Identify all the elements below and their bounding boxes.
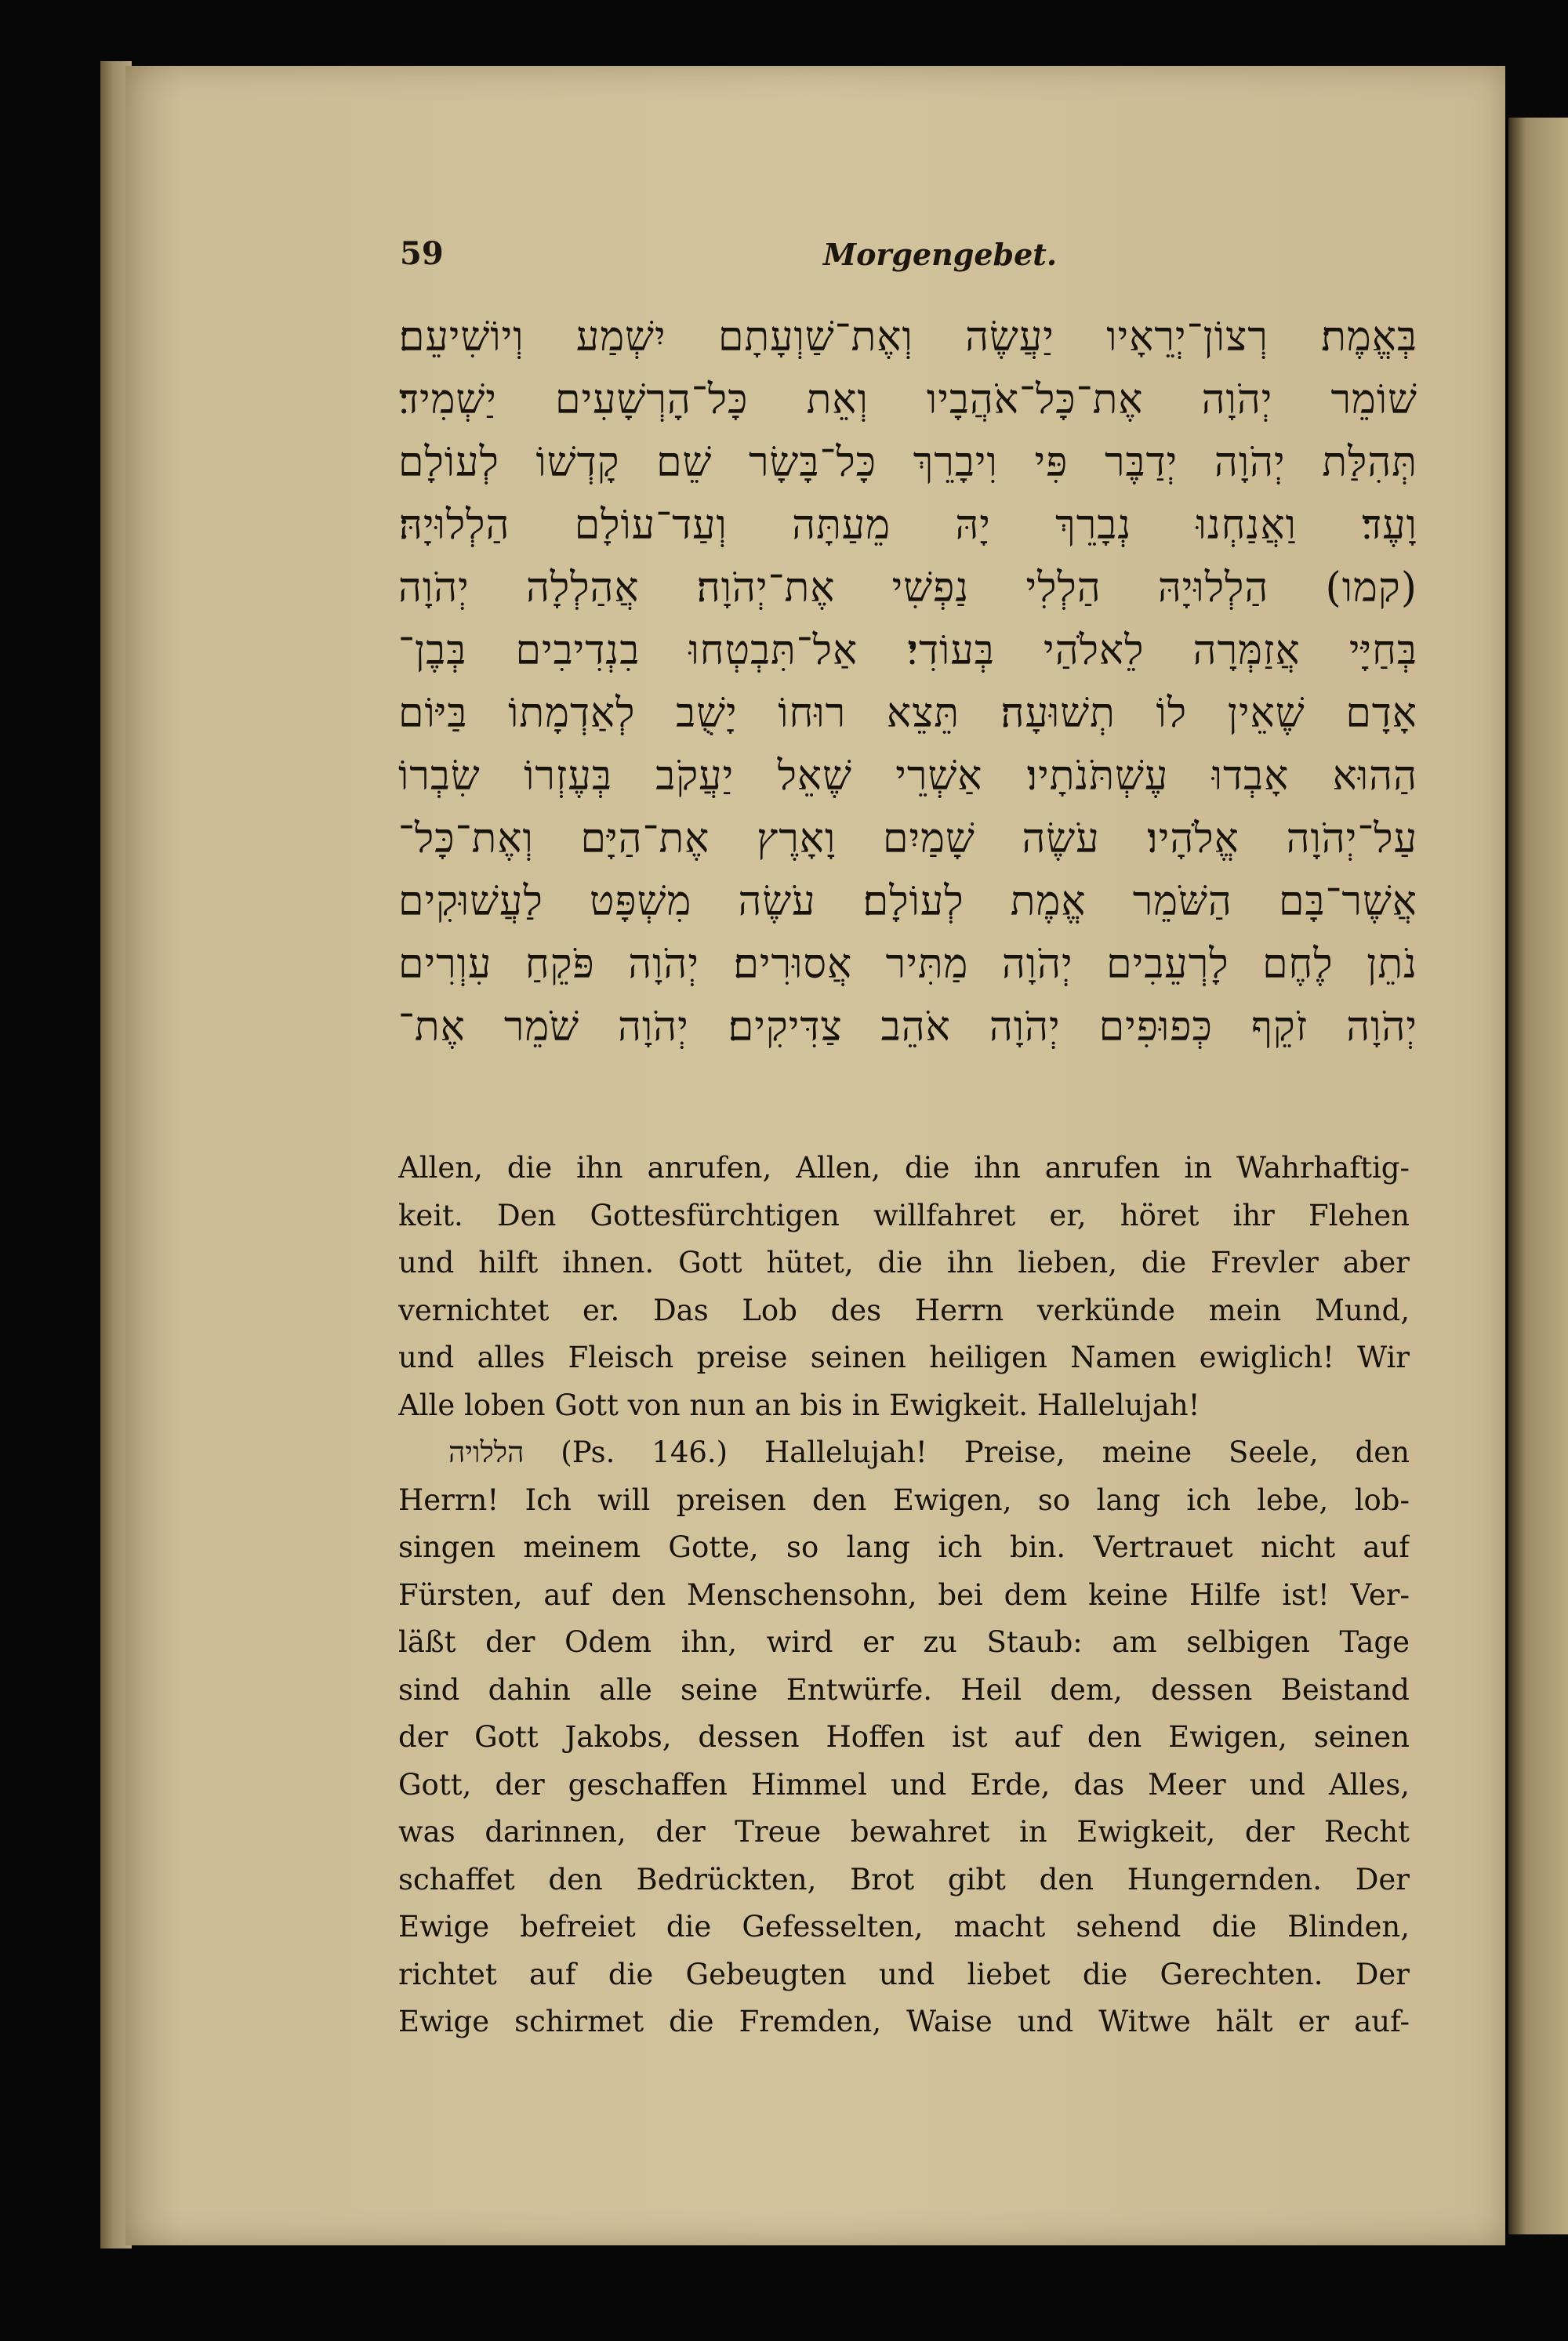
german-line: Gott, der geschaffen Himmel und Erde, das Meer und Alles,: [398, 1767, 1410, 1802]
german-line: was darinnen, der Treue bewahret in Ewigkeit, der Recht: [398, 1815, 1410, 1849]
hebrew-line: יְהֹוָה זֹקֵף כְּפוּפִים יְהֹוָה אֹהֵב צַדִּיקִים׃ יְהֹוָה שֹׁמֵר אֶת־: [398, 1004, 1417, 1051]
german-line: und hilft ihnen. Gott hütet, die ihn lieben, die Frevler aber: [398, 1246, 1410, 1279]
german-line: הללויה (Ps. 146.) Hallelujah! Preise, meine Seele, den: [448, 1435, 1410, 1469]
german-line: und alles Fleisch preise seinen heiligen Namen ewiglich! Wir: [398, 1341, 1410, 1374]
german-line: richtet auf die Gebeugten und liebet die Gerechten. Der: [398, 1957, 1410, 1991]
page-number: 59: [400, 235, 444, 272]
german-line: Ewige befreiet die Gefesselten, macht sehend die Blinden,: [398, 1910, 1410, 1944]
german-line: Ewige schirmet die Fremden, Waise und Witwe hält er auf-: [398, 2005, 1410, 2038]
hebrew-line: וָעֶד׃ וַאֲנַחְנוּ נְבָרֵךְ יָהּ מֵעַתָּה וְעַד־עוֹלָם הַלְלוּיָהּ׃: [398, 502, 1417, 549]
german-line: der Gott Jakobs, dessen Hoffen ist auf den Ewigen, seinen: [398, 1720, 1410, 1754]
german-line: vernichtet er. Das Lob des Herrn verkünde mein Mund,: [398, 1293, 1410, 1327]
hebrew-line: שׁוֹמֵר יְהֹוָה אֶת־כָּל־אֹהֲבָיו וְאֵת כָּל־הָרְשָׁעִים יַשְׁמִיד׃: [398, 376, 1417, 423]
hebrew-line: (קמו) הַלְלוּיָהּ הַלְלִי נַפְשִׁי אֶת־יְהֹוָה׃ אֲהַלְלָה יְהֹוָה: [398, 564, 1417, 612]
hebrew-line: עַל־יְהֹוָה אֱלֹהָיו׃ עֹשֶׂה שָׁמַיִם וָאָרֶץ אֶת־הַיָּם וְאֶת־כָּל־: [398, 815, 1417, 862]
hebrew-line: תְּהִלַּת יְהֹוָה יְדַבֶּר פִּי וִיבָרֵךְ כָּל־בָּשָׂר שֵׁם קָדְשׁוֹ לְעוֹלָם: [398, 439, 1417, 486]
german-line: Alle loben Gott von nun an bis in Ewigkeit. Hallelujah!: [398, 1388, 1200, 1422]
german-translation-block: [398, 1145, 1410, 2046]
adjacent-page-edge: [1508, 118, 1568, 2234]
german-line: schaffet den Bedrückten, Brot gibt den Hungernden. Der: [398, 1862, 1410, 1896]
german-line: keit. Den Gottesfürchtigen willfahret er, höret ihr Flehen: [398, 1198, 1410, 1232]
german-line: Herrn! Ich will preisen den Ewigen, so lang ich lebe, lob-: [398, 1483, 1410, 1517]
hebrew-line: בְּאֱמֶת׃ רְצוֹן־יְרֵאָיו יַעֲשֶׂה וְאֶת־שַׁוְעָתָם יִשְׁמַע וְיוֹשִׁיעֵם׃: [398, 314, 1417, 361]
hebrew-line: בְּחַיָּי אֲזַמְּרָה לֵאלֹהַי בְּעוֹדִי׃ אַל־תִּבְטְחוּ בִנְדִיבִים בְּבֶן־: [398, 627, 1417, 674]
german-line: singen meinem Gotte, so lang ich bin. Vertrauet nicht auf: [398, 1530, 1410, 1564]
running-title: Morgengebet.: [823, 237, 1058, 272]
hebrew-text-block: [398, 306, 1417, 1058]
page-header: [400, 235, 1411, 282]
hebrew-line: אָדָם שֶׁאֵין לוֹ תְשׁוּעָה׃ תֵּצֵא רוּחוֹ יָשֻׁב לְאַדְמָתוֹ בַּיּוֹם: [398, 690, 1417, 737]
hebrew-line: נֹתֵן לֶחֶם לָרְעֵבִים יְהֹוָה מַתִּיר אֲסוּרִים׃ יְהֹוָה פֹּקֵחַ עִוְרִים: [398, 941, 1417, 988]
german-line: sind dahin alle seine Entwürfe. Heil dem, dessen Beistand: [398, 1672, 1410, 1707]
hebrew-line: אֲשֶׁר־בָּם הַשֹּׁמֵר אֱמֶת לְעוֹלָם׃ עֹשֶׂה מִשְׁפָּט לַעֲשׁוּקִים: [398, 878, 1417, 925]
german-line: Fürsten, auf den Menschensohn, bei dem keine Hilfe ist! Ver-: [398, 1577, 1410, 1612]
german-line: läßt der Odem ihn, wird er zu Staub: am selbigen Tage: [398, 1625, 1410, 1659]
hebrew-line: הַהוּא אָבְדוּ עֶשְׁתֹּנֹתָיו׃ אַשְׁרֵי שֶׁאֵל יַעֲקֹב בְּעֶזְרוֹ שִׂבְרוֹ: [398, 753, 1417, 800]
german-line: Allen, die ihn anrufen, Allen, die ihn anrufen in Wahrhaftig-: [398, 1151, 1410, 1185]
